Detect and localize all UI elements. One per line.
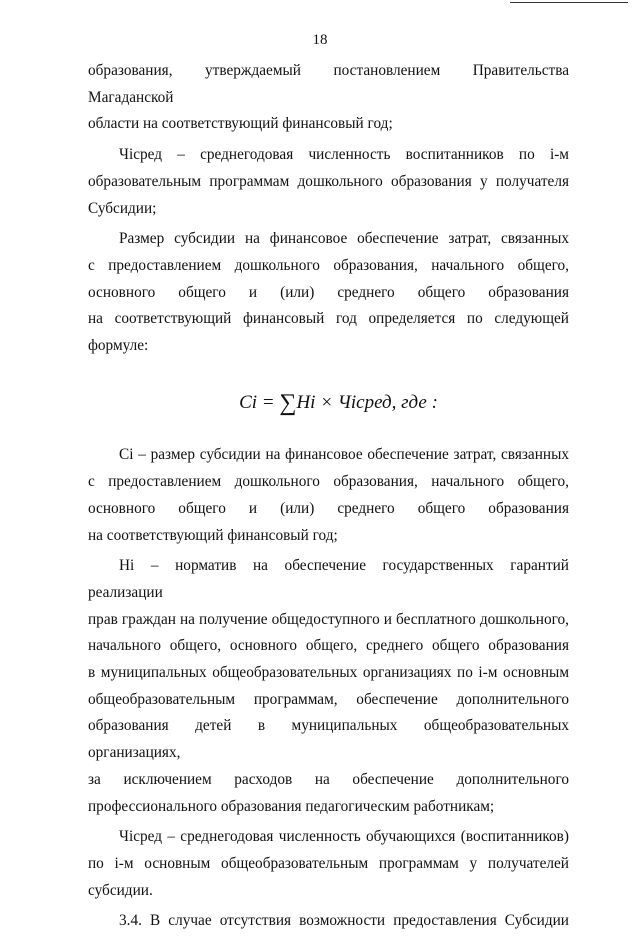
text-line: основного общего и (или) среднего общего образования bbox=[88, 283, 569, 301]
formula-right: Hi × Чiсред, где : bbox=[296, 391, 438, 413]
paragraph-7 bbox=[88, 908, 569, 935]
text-line: с предоставлением дошкольного образования, начального общего, bbox=[88, 256, 569, 274]
page-number: 18 bbox=[312, 32, 328, 48]
document-body bbox=[88, 58, 569, 939]
sum-sign: ∑ bbox=[279, 389, 297, 416]
text-line: Hi – норматив на обеспечение государственных гарантий реализации bbox=[88, 557, 569, 601]
text-line: начального общего, основного общего, среднего общего образования bbox=[88, 637, 569, 655]
paragraph-4 bbox=[88, 442, 569, 549]
paragraph-1 bbox=[88, 58, 569, 138]
paragraph-6 bbox=[88, 824, 569, 904]
paragraph-2 bbox=[88, 142, 569, 222]
text-line: субсидии. bbox=[88, 881, 153, 899]
text-line: на соответствующий финансовый год определяется по следующей bbox=[88, 310, 569, 328]
text-line: с предоставлением дошкольного образования, начального общего, bbox=[88, 473, 569, 491]
text-line: основного общего и (или) среднего общего образования bbox=[88, 499, 569, 517]
text-line: в муниципальных общеобразовательных организациях по i-м основным bbox=[88, 664, 569, 682]
text-line: Размер субсидии на финансовое обеспечение затрат, связанных bbox=[119, 230, 569, 248]
text-line: общеобразовательным программам, обеспечение дополнительного bbox=[88, 690, 569, 708]
subsidy-formula bbox=[88, 390, 569, 417]
text-line: 3.4. В случае отсутствия возможности предоставления Субсидии bbox=[119, 912, 569, 930]
text-line: профессионального образования педагогическим работникам; bbox=[88, 797, 495, 815]
text-line: прав граждан на получение общедоступного и бесплатного дошкольного, bbox=[88, 610, 569, 628]
paragraph-5 bbox=[88, 553, 569, 820]
text-line: Чiсред – среднегодовая численность обучающихся (воспитанников) bbox=[119, 828, 569, 846]
text-line: образовательным программам дошкольного образования у получателя bbox=[88, 172, 569, 190]
text-line: формуле: bbox=[88, 337, 149, 355]
text-line: образования, утверждаемый постановлением Правительства Магаданской bbox=[88, 62, 569, 106]
text-line: на соответствующий финансовый год; bbox=[88, 526, 338, 544]
text-line: за исключением расходов на обеспечение дополнительного bbox=[88, 770, 569, 788]
text-line: области на соответствующий финансовый год; bbox=[88, 115, 393, 133]
text-line: Ci – размер субсидии на финансовое обеспечение затрат, связанных bbox=[119, 446, 569, 464]
header-rule bbox=[510, 2, 628, 3]
text-line: образования детей в муниципальных общеобразовательных организациях, bbox=[88, 717, 569, 762]
text-line: Субсидии; bbox=[88, 199, 157, 217]
text-line: Чiсред – среднегодовая численность воспитанников по i-м bbox=[119, 146, 569, 164]
text-line: по i-м основным общеобразовательным программам у получателей bbox=[88, 854, 569, 872]
formula-left: Ci = bbox=[239, 391, 280, 413]
paragraph-3 bbox=[88, 226, 569, 360]
